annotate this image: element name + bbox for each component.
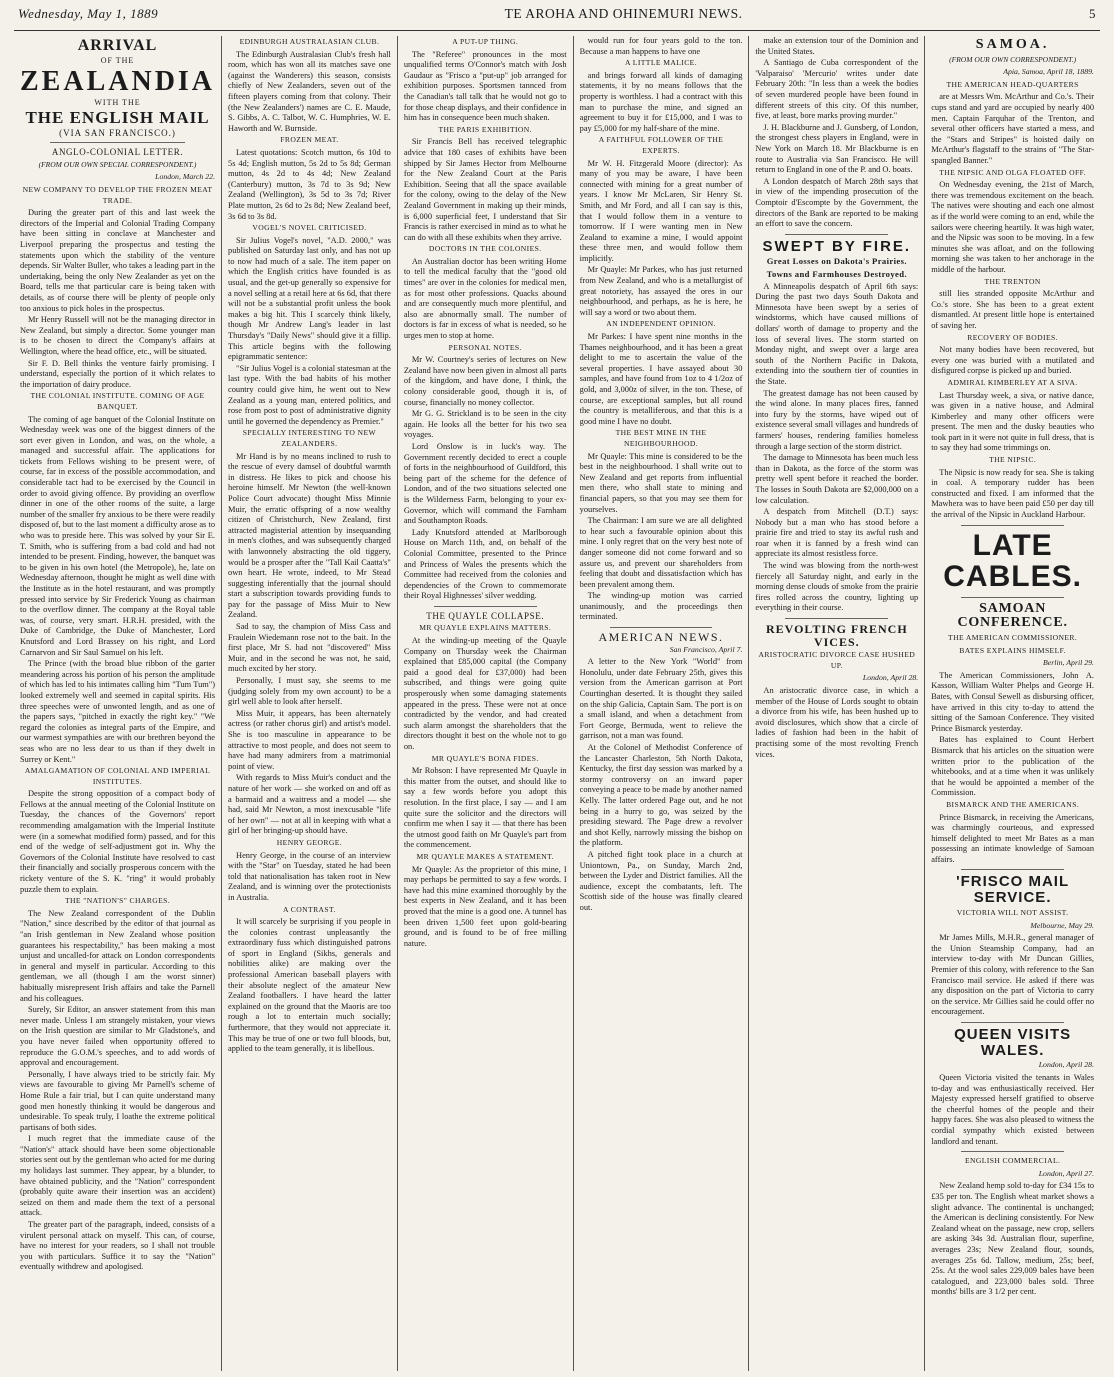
column-3 — [398, 36, 574, 1371]
paragraph: Prince Bismarck, in receiving the Americans, was charmingly courteous, and expressed himself delighted to meet Mr Bates as a man possessing an intimate knowledge of Samoan affairs. — [931, 812, 1095, 864]
paragraph: would run for four years gold to the ton. Because a man happens to have one — [579, 36, 743, 56]
section-heading: AN INDEPENDENT OPINION. — [606, 319, 716, 329]
section-heading: A LITTLE MALICE. — [625, 58, 698, 68]
section-heading: THE NIPSIC AND OLGA FLOATED OFF. — [939, 167, 1086, 177]
paragraph: The Chairman: I am sure we are all delighted to hear such a favourable opinion about this mine. I only regret that on the very best note of danger someone did not come forward and so assure us, and prevent our shareholders from feeling that doubt and dissatisfaction which has been prevalent among them. — [579, 516, 743, 589]
section-heading: BISMARCK AND THE AMERICANS. — [946, 799, 1080, 809]
paragraph: Mr Quayle: This mine is considered to be the best in the neighbourhood. I shall write out to New Zealand and get reports from influential men there, who shall state to mining and financial papers, so that you may see them for yourselves. — [579, 451, 743, 514]
section-heading: ENGLISH COMMERCIAL. — [964, 1156, 1061, 1166]
paragraph: Mr Parkes: I have spent nine months in the Thames neighbourhood, and it has been a great delight to me to ascertain the value of the several properties. I have assayed about 30 samples, and have found from 1oz to 4 1/2oz of gold, and 3,000z of silver, in the ton. These, of course, are exceptional samples, but all round the country is metalliferous, and that this is a good mine I have no doubt. — [579, 332, 743, 426]
paragraph: It will scarcely be surprising if you people in the colonies contrast unpleasantly the extraordinary fuss which distinguished patrons of sport in England (Sikhs, generals and nobilities alike) are making over the professional American baseball players with their absolute neglect of the amateur New Zealand footballers. I have heard the latter explained on the ground that the Maoris are too rough a lot to entertain much socially; furthermore, that they would not appreciate it. This may be true of one or two full bloods, but, applied to the team generally, it is libellous. — [228, 917, 391, 1054]
arrival-ship-name: ZEALANDIA — [20, 66, 216, 98]
samoan-conference-headline: SAMOAN CONFERENCE. — [957, 600, 1068, 631]
paragraph: and brings forward all kinds of damaging statements, it by no means follows that the property is worthless. I had a contract with this man to purchase the mine, and signed an agreement to buy it for £15,000, and I was to pay £5,000 for my half-share of the mine. — [579, 70, 743, 133]
late-cables-headline: LATE CABLES. — [943, 528, 1082, 594]
divider — [50, 142, 185, 143]
paragraph: The coming of age banquet of the Colonial Institute on Wednesday week was one of the biggest dinners of the sort ever given in London, and was, on the whole, a managed and successful affair. The applications for tickets from Fellows wishing to be present were, of course, far in excess of the possible accommodation, and considerable tact had to be exercised by the Council in order to avoid giving offence. By providing an overflow dinner in one of the other rooms of the suite, a large number of the smaller fry anxious to be there were readily disposed of, but to the last moment a difficulty arose as to who was to preside here. This was solved by your Sir E. T. Smith, who is suffering from a bad cold and had not intended to be present. Finding, however, the banquet was to be given in his own hotel (the Metropole), he, late on Wednesday afternoon, thought he might as well dine with the Institute as in the hotel restaurant, and was promptly pressed into service by Sir Frederick Young as chairman to the overflow dinner. The company at the Royal table was, of course, very smart. H.R.H. presided, with the Duke of Cambridge, the Duke of Manchester, Lord Knutsford and Lord Brassey on his right, and Lord Carnarvon and Sir Saul Samuel on his left. — [20, 414, 216, 657]
paragraph: The greatest damage has not been caused by the wind alone. In many places fires, fanned into fury by the storms, have wiped out of existence several small villages and hundreds of farmers' houses, rendering families homeless through a large section of the storm district. — [755, 388, 919, 451]
french-vices-headline: REVOLTING FRENCH VICES. — [765, 622, 908, 649]
arrival-with-the: WITH THE — [94, 97, 141, 107]
issue-date: Wednesday, May 1, 1889 — [18, 6, 159, 21]
paragraph: A despatch from Mitchell (D.T.) says: Nobody but a man who has stood before a prairie fire and tried to stay its awful rush and roar when it is fanned by a fresh wind can appreciate its almost resistless force. — [755, 507, 919, 559]
paragraph: Mr W. Courtney's series of lectures on New Zealand have now been given in almost all parts of the kingdom, and have done, I think, the colony considerable good, though it is, of course, financially no money collector. — [403, 355, 567, 407]
section-heading: VOGEL'S NOVEL CRITICISED. — [252, 223, 367, 233]
section-heading: MR QUAYLE MAKES A STATEMENT. — [416, 851, 554, 861]
section-heading: RECOVERY OF BODIES. — [967, 332, 1058, 342]
samoa-heading: SAMOA. — [975, 37, 1050, 52]
paragraph: Surely, Sir Editor, an answer statement from this man never made. Unless I am strangely mistaken, your views on the Irish question are similar to Mr Gladstone's, and you have never failed when opportunity offered to reproduce the G.O.M.'s speeches, and to add words of approval and encouragement. — [20, 1005, 216, 1068]
section-heading: HENRY GEORGE. — [276, 837, 343, 847]
paragraph: The New Zealand correspondent of the Dublin "Nation," since described by the editor of that journal as "an Irish gentleman in New Zealand whose position guarantees his respectability," has been making a most unjust and uncalled-for attack on London correspondents in general and myself in particular. According to this gentleman, we all (though I am the worst sinner) habitually misrepresent Irish affairs and take the Parnell and his colleagues. — [20, 908, 216, 1003]
paragraph: J. H. Blackburne and J. Gunsberg, of London, the strongest chess players in England, were in New York on March 18. Mr Blackburne is en route to Australia via San Francisco. He will return to England in one of the P. and O. boats. — [755, 122, 919, 175]
arrival-of-the: OF THE — [100, 55, 135, 65]
letter-dateline: London, March 22. — [155, 172, 216, 182]
paragraph: At the Colonel of Methodist Conference of the Lancaster Charleston, 5th North Dakota, Kentucky, the first day session was marked by a stormy controversy on an inward paper conveying a peace to be made by another named Kelly. The latter ordered Page out, and he not being in a hurry to go, was seized by the presiding steward. The Page drew a revolver and shot Kelly, narrowly missing the bishop on the platform. — [579, 743, 743, 848]
paragraph: Mr Hand is by no means inclined to rush to the rescue of every damsel of doubtful warmth in distress. He likes to pick and choose his heroine himself. Mr Newton (the well-known Police Court advocate) thought Miss Minnie Muir, the erratic offspring of a now wealthy citizen of Christchurch, New Zealand, first attracted magisterial attention by insequanding in men's clothes, and was subsequently charged with lanwonnely abstracting the old tiggery, would be a prosper after the "Tall Kail Caatta's" own heart. He wrote, indeed, to Mr Stead suggesting inferentially that the journal should start a subscription towards providing funds to pay for the passage of Miss Muir to New Zealand. — [228, 451, 391, 620]
section-heading: THE QUAYLE COLLAPSE. — [426, 610, 545, 621]
divider — [434, 606, 537, 607]
dateline: London, April 28. — [862, 673, 919, 683]
column-4 — [574, 36, 750, 1371]
divider — [785, 234, 888, 235]
paragraph: The winding-up motion was carried unanimously, and the proceedings then terminated. — [579, 591, 743, 622]
columns — [14, 36, 1100, 1371]
paragraph: The Prince (with the broad blue ribbon of the garter meandering across his portion of his person the amplitude of which has led to his intimates calling him "Tum Tum") looked extremely well and seemed in capital spirits. His three speeches were of unwonted length, and as one of the papers says, "pitched in exactly the right key." "We regard the colonies as integral parts of the Empire, and our warmest sympathies are with our brethren beyond the seas who are no less dear to us than if they dwelt in Surrey or Kent." — [20, 659, 216, 764]
section-subheading: VICTORIA WILL NOT ASSIST. — [956, 907, 1069, 917]
divider — [961, 869, 1064, 870]
section-heading: A CONTRAST. — [283, 904, 336, 914]
section-heading: A PUT-UP THING. — [452, 37, 519, 46]
paragraph: A Santiago de Cuba correspondent of the 'Valparaiso' 'Mercurio' writes under date February 20th: "In less than a week the bodies of seven murdered people have been found in different streets of this city. Of this number, five, at least, bore marks proving murder." — [755, 58, 919, 121]
divider — [961, 597, 1064, 598]
dateline: Melbourne, May 29. — [1030, 920, 1095, 930]
section-heading: THE "NATION'S" CHARGES. — [64, 896, 171, 906]
paragraph: Bates has explained to Count Herbert Bismarck that his articles on the situation were written prior to the publication of the whitebooks, and at a time when it was unlikely that he would be appointed a member of the Commission. — [931, 735, 1095, 798]
samoa-byline: (FROM OUR OWN CORRESPONDENT.) — [949, 54, 1077, 64]
section-heading: PERSONAL NOTES. — [448, 342, 522, 352]
section-heading: AMERICAN NEWS. — [598, 630, 724, 645]
paragraph: Sir Julius Vogel's novel, "A.D. 2000," was published on Saturday last only, and has not up to now had much of a sale. The item paper on which the English critics have founded is as usual, and the get-up generally so expensive for a novel selling at a retail here at 6s 6d, that there will not be a substantial profit unless the book makes a big hit. This I scarcely think likely, though Mr Andrew Lang's leader in last Thursday's "Daily News" should give it a fillip. This article begins with the following epigrammatic sentence: — [228, 235, 391, 362]
samoa-dateline: Apia, Samoa, April 18, 1889. — [1003, 67, 1095, 77]
section-heading: ADMIRAL KIMBERLEY AT A SIVA. — [947, 377, 1078, 387]
paragraph: Queen Victoria visited the tenants in Wales to-day and was enthusiastically received. Her Majesty expressed herself gratified to observe the cheerful homes of the people and their happy faces. She was also pleased to witness the cordial sympathy which existed between landlord and tenant. — [931, 1073, 1095, 1146]
section-heading: A FAITHFUL FOLLOWER OF THE EXPERTS. — [598, 135, 724, 155]
section-heading: THE BEST MINE IN THE NEIGHBOURHOOD. — [615, 428, 707, 448]
section-heading: THE AMERICAN HEAD-QUARTERS — [946, 79, 1079, 89]
newspaper-title: TE AROHA AND OHINEMURI NEWS. — [504, 6, 743, 21]
paragraph: Sir F. D. Bell thinks the venture fairly promising. I understand, especially the portion of it which relates to the importation of dairy produce. — [20, 358, 216, 389]
paragraph: Sad to say, the champion of Miss Cass and Fraulein Wiedemann rose not to the bait. In the first place, Mr S. had not "discovered" Miss Muir, and in the second he was not, he said, much excited by her story. — [228, 622, 391, 674]
divider — [961, 525, 1064, 526]
queen-wales-headline: QUEEN VISITS WALES. — [954, 1025, 1072, 1059]
section-heading: THE NIPSIC. — [989, 455, 1037, 465]
paragraph: are at Messrs Wm. McArthur and Co.'s. Their cups stand and yard are occupied by nearly 400 men. Captain Farquhar of the Trenton, and several other officers have started a mess, and the "Stars and Stripes" is hoisted daily on McArthur's flagstaff to the strains of "The Star-spangled Banner." — [931, 92, 1095, 166]
paragraph: An aristocratic divorce case, in which a member of the House of Lords sought to obtain a divorce from his wife, has been hushed up to avoid disclosures, which show that a circle of ladies of fashion had been in the habit of practising some of the most revolting French vices. — [755, 686, 919, 759]
paragraph: Personally, I have always tried to be strictly fair. My views are favourable to giving Mr Parnell's scheme of Home Rule a fair trial, but I can quite understand many good men honestly thinking it would be dangerous and undesirable. To speak truly, I loathe the extreme political partisans of both sides. — [20, 1069, 216, 1132]
letter-byline: (FROM OUR OWN SPECIAL CORRESPONDENT.) — [38, 159, 197, 169]
paragraph: The Edinburgh Australasian Club's fresh hall room, which has won all its matches save one (against the Wanderers) this season, consists chiefly of New Zealanders, seven out of the fifteen players coming from that colony. Their (the New Zealanders') names are C. E. Maude, S. Gibbs, A. C. Talbot, W. C. Humphries, W. E. Haworth and W. Burnside. — [228, 49, 391, 133]
divider — [785, 618, 888, 619]
paragraph: make an extension tour of the Dominion and the United States. — [755, 36, 919, 56]
paragraph: I much regret that the immediate cause of the "Nation's" attack should have been some objectionable stories sent out by the gentleman who acted for me during my holidays last summer. They appear, by a blunder, to have obtained publicity, and the "Nation" correspondent (probably quite aware their insertion was an accident) seized on them and made them the text of a personal attack. — [20, 1134, 216, 1218]
dateline: London, April 27. — [1038, 1168, 1095, 1178]
paragraph: The Nipsic is now ready for sea. She is taking in coal. A temporary rudder has been constructed and fixed. I am informed that the Mawhera was to have been paid £50 per day till the arrival of the Nipsic in Auckland Harbour. — [931, 467, 1095, 520]
paragraph: Despite the strong opposition of a compact body of Fellows at the annual meeting of the Colonial Institute on Tuesday, the chances of the Governors' report recommending amalgamation with the Imperial Institute were (in a somewhat modified form) passed, and for this end of the wedge of self-adjustment got in. Why the Governors of the Colonial Institute have resolved to cast their financially and socially prosperous concern with the rickety venture of the S. K. "ring" it would probably puzzle them to explain. — [20, 789, 216, 894]
section-heading: SPECIALLY INTERESTING TO NEW ZEALANDERS. — [242, 428, 377, 448]
arrival-english-mail: THE ENGLISH MAIL — [25, 107, 210, 127]
arrival-via: (VIA SAN FRANCISCO.) — [59, 127, 176, 138]
section-subheading: ARISTOCRATIC DIVORCE CASE HUSHED UP. — [758, 650, 916, 670]
frisco-mail-headline: 'FRISCO MAIL SERVICE. — [956, 873, 1070, 907]
column-2 — [222, 36, 398, 1371]
divider — [961, 1022, 1064, 1023]
paragraph: A pitched fight took place in a church at Uniontown, Pa., on Sunday, March 2nd, between the Lyder and District families. All the audience, except the combatants, left. The Scottish side of the house was finally cleared out. — [579, 849, 743, 912]
paragraph: Mr Quayle: As the proprietor of this mine, I may perhaps be permitted to say a few words. I have had this mine examined thoroughly by the best experts in New Zealand, and it has been proved that the mine is a good one. A tunnel has been driven 1,500 feet upon gold-bearing ground, and is found to be of free milling nature. — [403, 864, 567, 948]
column-5 — [749, 36, 925, 1371]
paragraph: The greater part of the paragraph, indeed, consists of a virulent personal attack on myself. This can, of course, have no interest for your readers, so I shall not trouble you with particulars. Suffice it to say the "Nation" eventually withdrew and apologised. — [20, 1220, 216, 1272]
paragraph: The American Commissioners, John A. Kasson, William Walter Phelps and George H. Bates, with Consul Sewell as disbursing officer, have arrived in this city to-day to attend the sitting of the Samoan Conference. They visited Prince Bismarck yesterday. — [931, 670, 1095, 733]
section-heading: THE TRENTON — [984, 276, 1041, 286]
section-heading: AMALGAMATION OF COLONIAL AND IMPERIAL INSTITUTES. — [24, 766, 211, 786]
arrival-heading: ARRIVAL — [77, 37, 158, 54]
masthead-rule — [14, 30, 1100, 31]
fire-headline: SWEPT BY FIRE. — [762, 237, 912, 255]
section-subheading: BATES EXPLAINS HIMSELF. — [959, 645, 1066, 655]
paragraph: Mr Robson: I have represented Mr Quayle in this matter from the outset, and should like to say a few words before you adopt this resolution. In the first place, I say — and I am quite sure the solicitor and the directors will confirm me when I say it — that there has been the utmost good faith on Mr Quayle's part from the commencement. — [403, 766, 567, 850]
paragraph: Mr James Mills, M.H.R., general manager of the Union Steamship Company, had an interview to-day with Mr Duncan Gillies, Premier of this colony, with reference to the San Francisco mail service. He asked if there was any disposition on the part of Victoria to carry on the service. Mr Gillies said he could offer no encouragement. — [931, 933, 1095, 1017]
paragraph: A letter to the New York "World" from Honolulu, under date February 25th, gives this version from the American garrison at Port Courtinghan deserted. It is thought they sailed on the ship Galicia, Captain Sam. The port is on a small island, and when a detachment from Fort George, Bermuda, went to relieve the garrison, not a man was found. — [579, 657, 743, 741]
paragraph: On Wednesday evening, the 21st of March, there was tremendous excitement on the beach. The natives were shouting and each one almost as if the world were coming to an end, while the sailors were cheering heartily. It was high water, and the Nipsic was soon to be moving. In a few minutes she was afloat, and on the following morning she was taken to her anchorage in the middle of the harbour. — [931, 180, 1095, 274]
paragraph: Not many bodies have been recovered, but every one was buried with a mutilated and disfigured corpse is picked up and buried. — [931, 345, 1095, 376]
paragraph: Mr G. G. Strickland is to be seen in the city again. He looks all the better for his two sea voyages. — [403, 409, 567, 440]
fire-subheadline-2: Towns and Farmhouses Destroyed. — [766, 269, 907, 280]
paragraph: Last Thursday week, a siva, or native dance, was given in a native house, and Admiral Kimberley and many other officers were present. The men and the dusky beauties who took part in it were not quite in full dress, that is to say they had some trimmings on. — [931, 390, 1095, 453]
section-heading: EDINBURGH AUSTRALASIAN CLUB. — [239, 37, 380, 46]
paragraph: Lady Knutsford attended at Marlborough House on March 11th, and, on behalf of the Colonial Committee, presented to the Prince and Princess of Wales the presents which the Committee had received from the colonies and dependencies of the Crown to commemorate their Royal Highnesses' silver wedding. — [403, 527, 567, 601]
paragraph: "Sir Julius Vogel is a colonial statesman at the last type. With the bad habits of his mother country could give him, he went out to New Zealand as a young man, entered politics, and rose from post to post of administrative dignity until he governed the dependency as Premier." — [228, 363, 391, 426]
paragraph: With regards to Miss Muir's conduct and the nature of her work — she worked on and off as a barmaid and a waitress and a model — she had, said Mr Newton, a most inexcusable "life of her own" — not at all in keeping with what a girl of her bringing-up should have. — [228, 773, 391, 836]
paragraph: The "Referee" pronounces in the most unqualified terms O'Connor's match with Josh Gaudaur as "Frisco a "put-up" job arranged for exhibition purposes. Sportsmen tannced from the Canadian's tall talk that he would not go to for those cheap displays, and their confidence in him has in consequence been much shaken. — [403, 49, 567, 123]
section-heading: FROZEN MEAT. — [280, 135, 339, 145]
paragraph: A Minneapolis despatch of April 6th says: During the past two days South Dakota and Minnesota have been swept by a series of windstorms, which have caused millions of dollars' worth of damage to property and the loss of several lives. The storm started on Monday night, and swept over a large area south of the Northern Pacific in Dakota, extending into the southern tier of counties in the State. — [755, 281, 919, 386]
paragraph: Latest quotations: Scotch mutton, 6s 10d to 5s 4d; English mutton, 5s 2d to 5s 8d; German mutton, 4s 2d to 4s 4d; New Zealand (Canterbury) mutton, 3s 7d to 3s 9d; New Zealand (Wellington), 3s 5d to 3s 7d; River Plate mutton, 2s 6d to 2s 8d; New Zealand beef, 3s 6d to 3s 8d. — [228, 147, 391, 221]
section-subheading: THE AMERICAN COMMISSIONER. — [948, 633, 1078, 642]
paragraph: Mr W. H. Fitzgerald Moore (director): As many of you may be aware, I have been connected with mining for a great number of years. I know Mr McLaren, Sir Henry St. Smith, and Mr Ford, and all I can say is this, that I would follow them in a venture to tomorrow. If I were wanting men in New Zealand to examine a mine, I would appoint these three men, and would follow them implicitly. — [579, 158, 743, 263]
dateline: Berlin, April 29. — [1043, 658, 1095, 668]
dateline: San Francisco, April 7. — [669, 644, 743, 654]
column-1 — [14, 36, 222, 1371]
section-heading: NEW COMPANY TO DEVELOP THE FROZEN MEAT TRADE. — [22, 185, 213, 205]
section-subheading: MR QUAYLE EXPLAINS MATTERS. — [419, 623, 552, 633]
paragraph: At the winding-up meeting of the Quayle Company on Thursday week the Chairman explained that £85,000 capital (the Company paid a good deal for £37,000) had been subscribed, and things were going quite prosperously when some damaging statements appeared in the press. These were not at once contradicted by the vendor, and had created such alarm amongst the shareholders that the directors thought it best on the whole not to go on. — [403, 636, 567, 751]
paragraph: still lies stranded opposite McArthur and Co.'s store. She has been to a great extent dismantled. At present little hope is entertained of saving her. — [931, 289, 1095, 330]
paragraph: Sir Francis Bell has received telegraphic advice that 180 cases of exhibits have been shipped by Sir James Hector from Melbourne for the New Zealand Court at the Paris Exhibition. Seeing that all the space available for the colony, owing to the delay of the New Zealand Government in making up their minds, is 6,000 superficial feet, I understand that Sir Francis is rather exercised in mind as to what he can do with all these exhibits when they arrive. — [403, 137, 567, 242]
section-heading: MR QUAYLE'S BONA FIDES. — [431, 753, 539, 763]
section-heading: DOCTORS IN THE COLONIES. — [428, 244, 542, 254]
paragraph: Personally, I must say, she seems to me (judging solely from my own account) to be a girl well able to look after herself. — [228, 676, 391, 707]
paragraph: During the greater part of this and last week the directors of the Imperial and Colonial Trading Company have been sitting in conclave at Manchester and Liverpool preparing the prospectus and testing the statements upon which the stability of the venture depends. Sir Walter Buller, who takes a leading part in the undertaking, being the only New Zealander as yet on the Board, tells me that particular care is being taken with details, as of course there will be plenty of people only too anxious to pick holes in the prospectus. — [20, 208, 216, 313]
paragraph: Mr Henry Russell will not be the managing director in New Zealand, but simply a director. Some younger man is to be chosen to direct the Company's affairs at Wellington, where the head office, etc., will be situated. — [20, 315, 216, 356]
paragraph: Miss Muir, it appears, has been alternately actress (or rather chorus girl) and artist's model. She is too masculine in appearance to be attractive to most people, and does not seem to have had many admirers from a matrimonial point of view. — [228, 708, 391, 771]
paragraph: New Zealand hemp sold to-day for £34 15s to £35 per ton. The English wheat market shows a slight advance. The continental is unchanged; the American is declining consistently. For New Zealand wheat on the passage, new crop, sellers are asking 34s 3d. Australian flour, superfine, averages 23s; New Zealand flour, sounds, averages 25s 6d. Tallow, medium, 25s; beef, 25s. At the wool sales 229,009 bales have been catalogued, and 223,000 bales sold. Three months' bills are 3 1/2 per cent. — [931, 1181, 1095, 1297]
paragraph: Henry George, in the course of an interview with the "Star" on Tuesday, stated he had been told that nationalisation has taken root in New Zealand, and is winning over the protectionists in Australia. — [228, 850, 391, 902]
masthead — [18, 6, 1096, 28]
dateline: London, April 28. — [1038, 1060, 1095, 1070]
fire-subheadline: Great Losses on Dakota's Prairies. — [766, 256, 907, 267]
page-number: 5 — [1088, 6, 1096, 21]
paragraph: The wind was blowing from the north-west fiercely all Saturday night, and early in the morning dense clouds of smoke from the prairie fires rolled across the country, lighting up everything in their course. — [755, 561, 919, 613]
divider — [610, 627, 713, 628]
section-heading: THE PARIS EXHIBITION. — [438, 124, 532, 134]
paragraph: A London despatch of March 28th says that in view of the impending prosecution of the Comptoir d'Escompte by the Government, the directors of the Bank are reported to be making an effort to save the concern. — [755, 176, 919, 229]
letter-heading: ANGLO-COLONIAL LETTER. — [51, 147, 184, 158]
column-6 — [925, 36, 1100, 1371]
section-heading: THE COLONIAL INSTITUTE. COMING OF AGE BANQUET. — [30, 391, 205, 411]
paragraph: An Australian doctor has been writing Home to tell the medical faculty that the "good old times" are over in the colonies for medical men, as for most other professions. Quacks abound and are consequently much more plentiful, and also are abnormally small. The number of doctors is far in excess of what is needed, so he urges men to stop at home. — [403, 256, 567, 341]
paragraph: Lord Onslow is in luck's way. The Government recently decided to erect a couple of forts in the neighbourhood of Guildford, this being part of the scheme for the defence of London, and of the two situations selected one is the Wilderness Farm, belonging to your ex-Governor, which will command the Farnham and Southampton Roads. — [403, 441, 567, 526]
divider — [961, 1151, 1064, 1152]
paragraph: The damage to Minnesota has been much less than in Dakota, as the force of the storm was pretty well spent before it reached the border. The losses in South Dakota are $2,000,000 on a low calculation. — [755, 453, 919, 505]
paragraph: Mr Quayle: Mr Parkes, who has just returned from New Zealand, and who is a metallurgist of great notoriety, has assayed the ores in our neighbourhood, and perhaps, as he is here, he will say a word or two about them. — [579, 265, 743, 317]
